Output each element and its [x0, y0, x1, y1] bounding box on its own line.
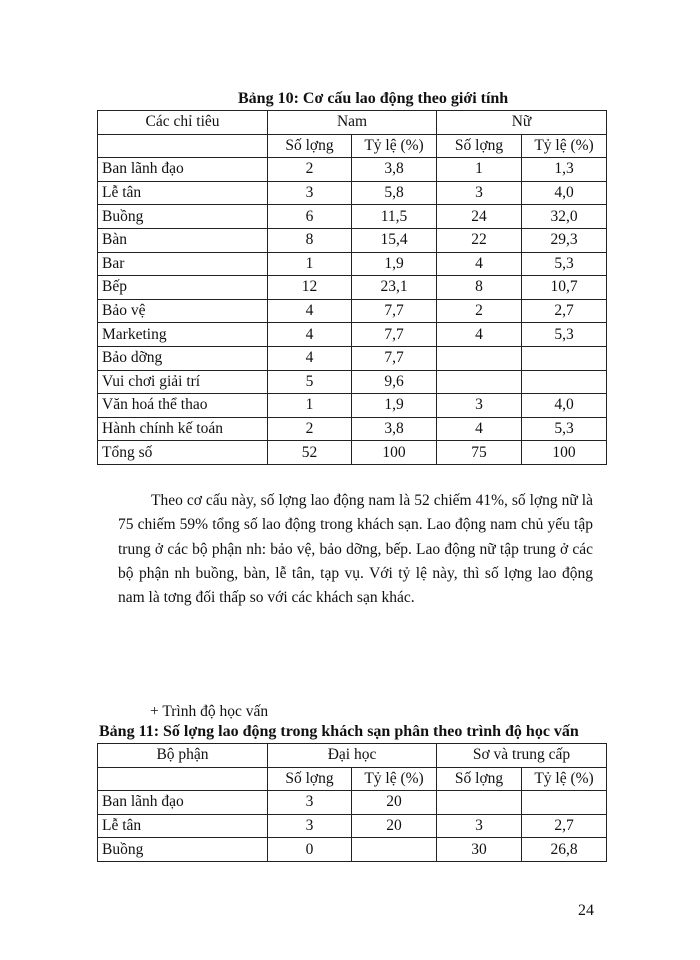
table10-row-label: Bàn — [98, 228, 268, 252]
table10-sub-count: Số lợng — [268, 134, 352, 158]
table10-cell-m-count: 3 — [268, 181, 352, 205]
table10-cell-m-ratio: 7,7 — [352, 346, 437, 370]
table10-cell-m-count: 52 — [268, 441, 352, 465]
table10-group-male: Nam — [268, 111, 437, 135]
table10-row-label: Bar — [98, 252, 268, 276]
table10-cell-m-count: 8 — [268, 228, 352, 252]
table10-cell-m-count: 4 — [268, 323, 352, 347]
table10-cell-f-ratio: 4,0 — [522, 394, 607, 418]
table10-row — [98, 323, 607, 347]
table10-row-label: Bảo vệ — [98, 299, 268, 323]
table10-cell-m-ratio: 3,8 — [352, 417, 437, 441]
page-number: 24 — [578, 902, 594, 919]
table10-row-label: Buồng — [98, 205, 268, 229]
table10-row-label: Vui chơi giải trí — [98, 370, 268, 394]
table11-header-label: Bộ phận — [98, 744, 268, 768]
table10-group-female: Nữ — [437, 111, 607, 135]
table10-cell-f-count — [437, 370, 522, 394]
table10-cell-f-ratio: 1,3 — [522, 158, 607, 182]
table10-caption: Bảng 10: Cơ cấu lao động theo giới tính — [238, 90, 509, 107]
table10-row — [98, 394, 607, 418]
table11-cell-s-ratio — [522, 791, 607, 815]
table11-sub-count: Số lợng — [437, 767, 522, 791]
table10-cell-f-count — [437, 346, 522, 370]
table10-row-label: Marketing — [98, 323, 268, 347]
table10-cell-m-ratio: 15,4 — [352, 228, 437, 252]
table10-cell-f-ratio: 5,3 — [522, 417, 607, 441]
table10-cell-m-ratio: 11,5 — [352, 205, 437, 229]
table10-cell-m-ratio: 3,8 — [352, 158, 437, 182]
table11-sub-ratio: Tỷ lệ (%) — [352, 767, 437, 791]
table11-cell-u-ratio: 20 — [352, 791, 437, 815]
table10-cell-m-ratio: 5,8 — [352, 181, 437, 205]
table10-cell-m-count: 5 — [268, 370, 352, 394]
table10-cell-m-ratio: 100 — [352, 441, 437, 465]
table11-row-label: Ban lãnh đạo — [98, 791, 268, 815]
table11-header-row — [98, 744, 607, 768]
table11-sub-count: Số lợng — [268, 767, 352, 791]
table11-cell-u-count: 0 — [268, 838, 352, 862]
table11-cell-s-ratio: 26,8 — [522, 838, 607, 862]
table10 — [97, 110, 607, 465]
table10-header-label: Các chỉ tiêu — [98, 111, 268, 135]
table11-caption: Bảng 11: Số lợng lao động trong khách sạn phân theo trình độ học vấn — [99, 723, 579, 740]
table10-cell-f-ratio: 29,3 — [522, 228, 607, 252]
table10-cell-m-count: 2 — [268, 417, 352, 441]
table10-row — [98, 370, 607, 394]
table10-row-label: Tổng số — [98, 441, 268, 465]
table10-cell-f-count: 4 — [437, 417, 522, 441]
table10-cell-f-ratio: 32,0 — [522, 205, 607, 229]
table10-cell-f-count: 4 — [437, 323, 522, 347]
table10-row — [98, 299, 607, 323]
table10-cell-f-ratio: 100 — [522, 441, 607, 465]
table10-row-label: Ban lãnh đạo — [98, 158, 268, 182]
paragraph-text: Theo cơ cấu này, số lợng lao động nam là 52 chiếm 41%, số lợng nữ là 75 chiếm 59% tổng số lao động trong khách sạn. Lao động nam chủ yếu tập trung ở các bộ phận nh: bảo vệ, bảo dỡng, bếp. Lao động nữ tập trung ở các bộ phận nh buồng, bàn, lễ tân, tạp vụ. Với tỷ lệ này, thì số lợng lao động nam là tơng đối thấp so với các khách sạn khác. — [118, 492, 593, 607]
table10-row-label: Văn hoá thể thao — [98, 394, 268, 418]
table11-group-secondary: Sơ và trung cấp — [437, 744, 607, 768]
table10-row — [98, 276, 607, 300]
table11-subheader-empty — [98, 767, 268, 791]
table10-cell-m-count: 2 — [268, 158, 352, 182]
table11-subheader-row — [98, 767, 607, 791]
table10-row — [98, 181, 607, 205]
table10-header-row — [98, 111, 607, 135]
table10-subheader-row — [98, 134, 607, 158]
table11-cell-u-ratio: 20 — [352, 814, 437, 838]
table10-cell-f-count: 3 — [437, 181, 522, 205]
table10-cell-f-count: 75 — [437, 441, 522, 465]
table11-row — [98, 838, 607, 862]
table10-row-label: Bảo dỡng — [98, 346, 268, 370]
table10-cell-m-ratio: 1,9 — [352, 394, 437, 418]
table10-subheader-empty — [98, 134, 268, 158]
table10-cell-f-count: 4 — [437, 252, 522, 276]
section-heading: + Trình độ học vấn — [150, 703, 269, 720]
table10-cell-f-count: 22 — [437, 228, 522, 252]
table11-cell-s-count — [437, 791, 522, 815]
body-paragraph — [118, 489, 593, 610]
table11-row — [98, 814, 607, 838]
table10-row-label: Lễ tân — [98, 181, 268, 205]
table10-cell-f-count: 24 — [437, 205, 522, 229]
table10-cell-f-ratio — [522, 370, 607, 394]
table10-cell-m-ratio: 7,7 — [352, 323, 437, 347]
table10-cell-m-count: 4 — [268, 346, 352, 370]
table10-row — [98, 252, 607, 276]
table11-cell-u-count: 3 — [268, 791, 352, 815]
table11-row-label: Lễ tân — [98, 814, 268, 838]
table10-row — [98, 205, 607, 229]
table10-cell-f-ratio: 5,3 — [522, 252, 607, 276]
table10-sub-count: Số lợng — [437, 134, 522, 158]
table10-cell-m-ratio: 1,9 — [352, 252, 437, 276]
table11-cell-s-count: 30 — [437, 838, 522, 862]
table11-cell-u-count: 3 — [268, 814, 352, 838]
table10-row — [98, 417, 607, 441]
table10-row — [98, 346, 607, 370]
table11 — [97, 743, 607, 862]
table11-cell-u-ratio — [352, 838, 437, 862]
table11-row — [98, 791, 607, 815]
table10-cell-f-count: 3 — [437, 394, 522, 418]
table10-cell-m-count: 1 — [268, 394, 352, 418]
table10-cell-f-ratio: 4,0 — [522, 181, 607, 205]
table10-row — [98, 228, 607, 252]
table10-cell-m-ratio: 9,6 — [352, 370, 437, 394]
table10-cell-f-ratio: 5,3 — [522, 323, 607, 347]
table10-cell-m-ratio: 23,1 — [352, 276, 437, 300]
table10-cell-m-ratio: 7,7 — [352, 299, 437, 323]
table11-cell-s-ratio: 2,7 — [522, 814, 607, 838]
table10-cell-f-count: 8 — [437, 276, 522, 300]
table10-cell-f-ratio: 2,7 — [522, 299, 607, 323]
table11-group-university: Đại học — [268, 744, 437, 768]
table10-cell-m-count: 1 — [268, 252, 352, 276]
table10-cell-m-count: 4 — [268, 299, 352, 323]
table10-sub-ratio: Tỷ lệ (%) — [352, 134, 437, 158]
table10-row-label: Bếp — [98, 276, 268, 300]
table10-row-label: Hành chính kế toán — [98, 417, 268, 441]
table10-cell-m-count: 12 — [268, 276, 352, 300]
table11-sub-ratio: Tỷ lệ (%) — [522, 767, 607, 791]
table11-cell-s-count: 3 — [437, 814, 522, 838]
table10-cell-m-count: 6 — [268, 205, 352, 229]
table10-row — [98, 158, 607, 182]
table11-row-label: Buồng — [98, 838, 268, 862]
table10-cell-f-ratio: 10,7 — [522, 276, 607, 300]
table10-row — [98, 441, 607, 465]
table10-sub-ratio: Tỷ lệ (%) — [522, 134, 607, 158]
table10-cell-f-count: 2 — [437, 299, 522, 323]
table10-cell-f-count: 1 — [437, 158, 522, 182]
table10-cell-f-ratio — [522, 346, 607, 370]
